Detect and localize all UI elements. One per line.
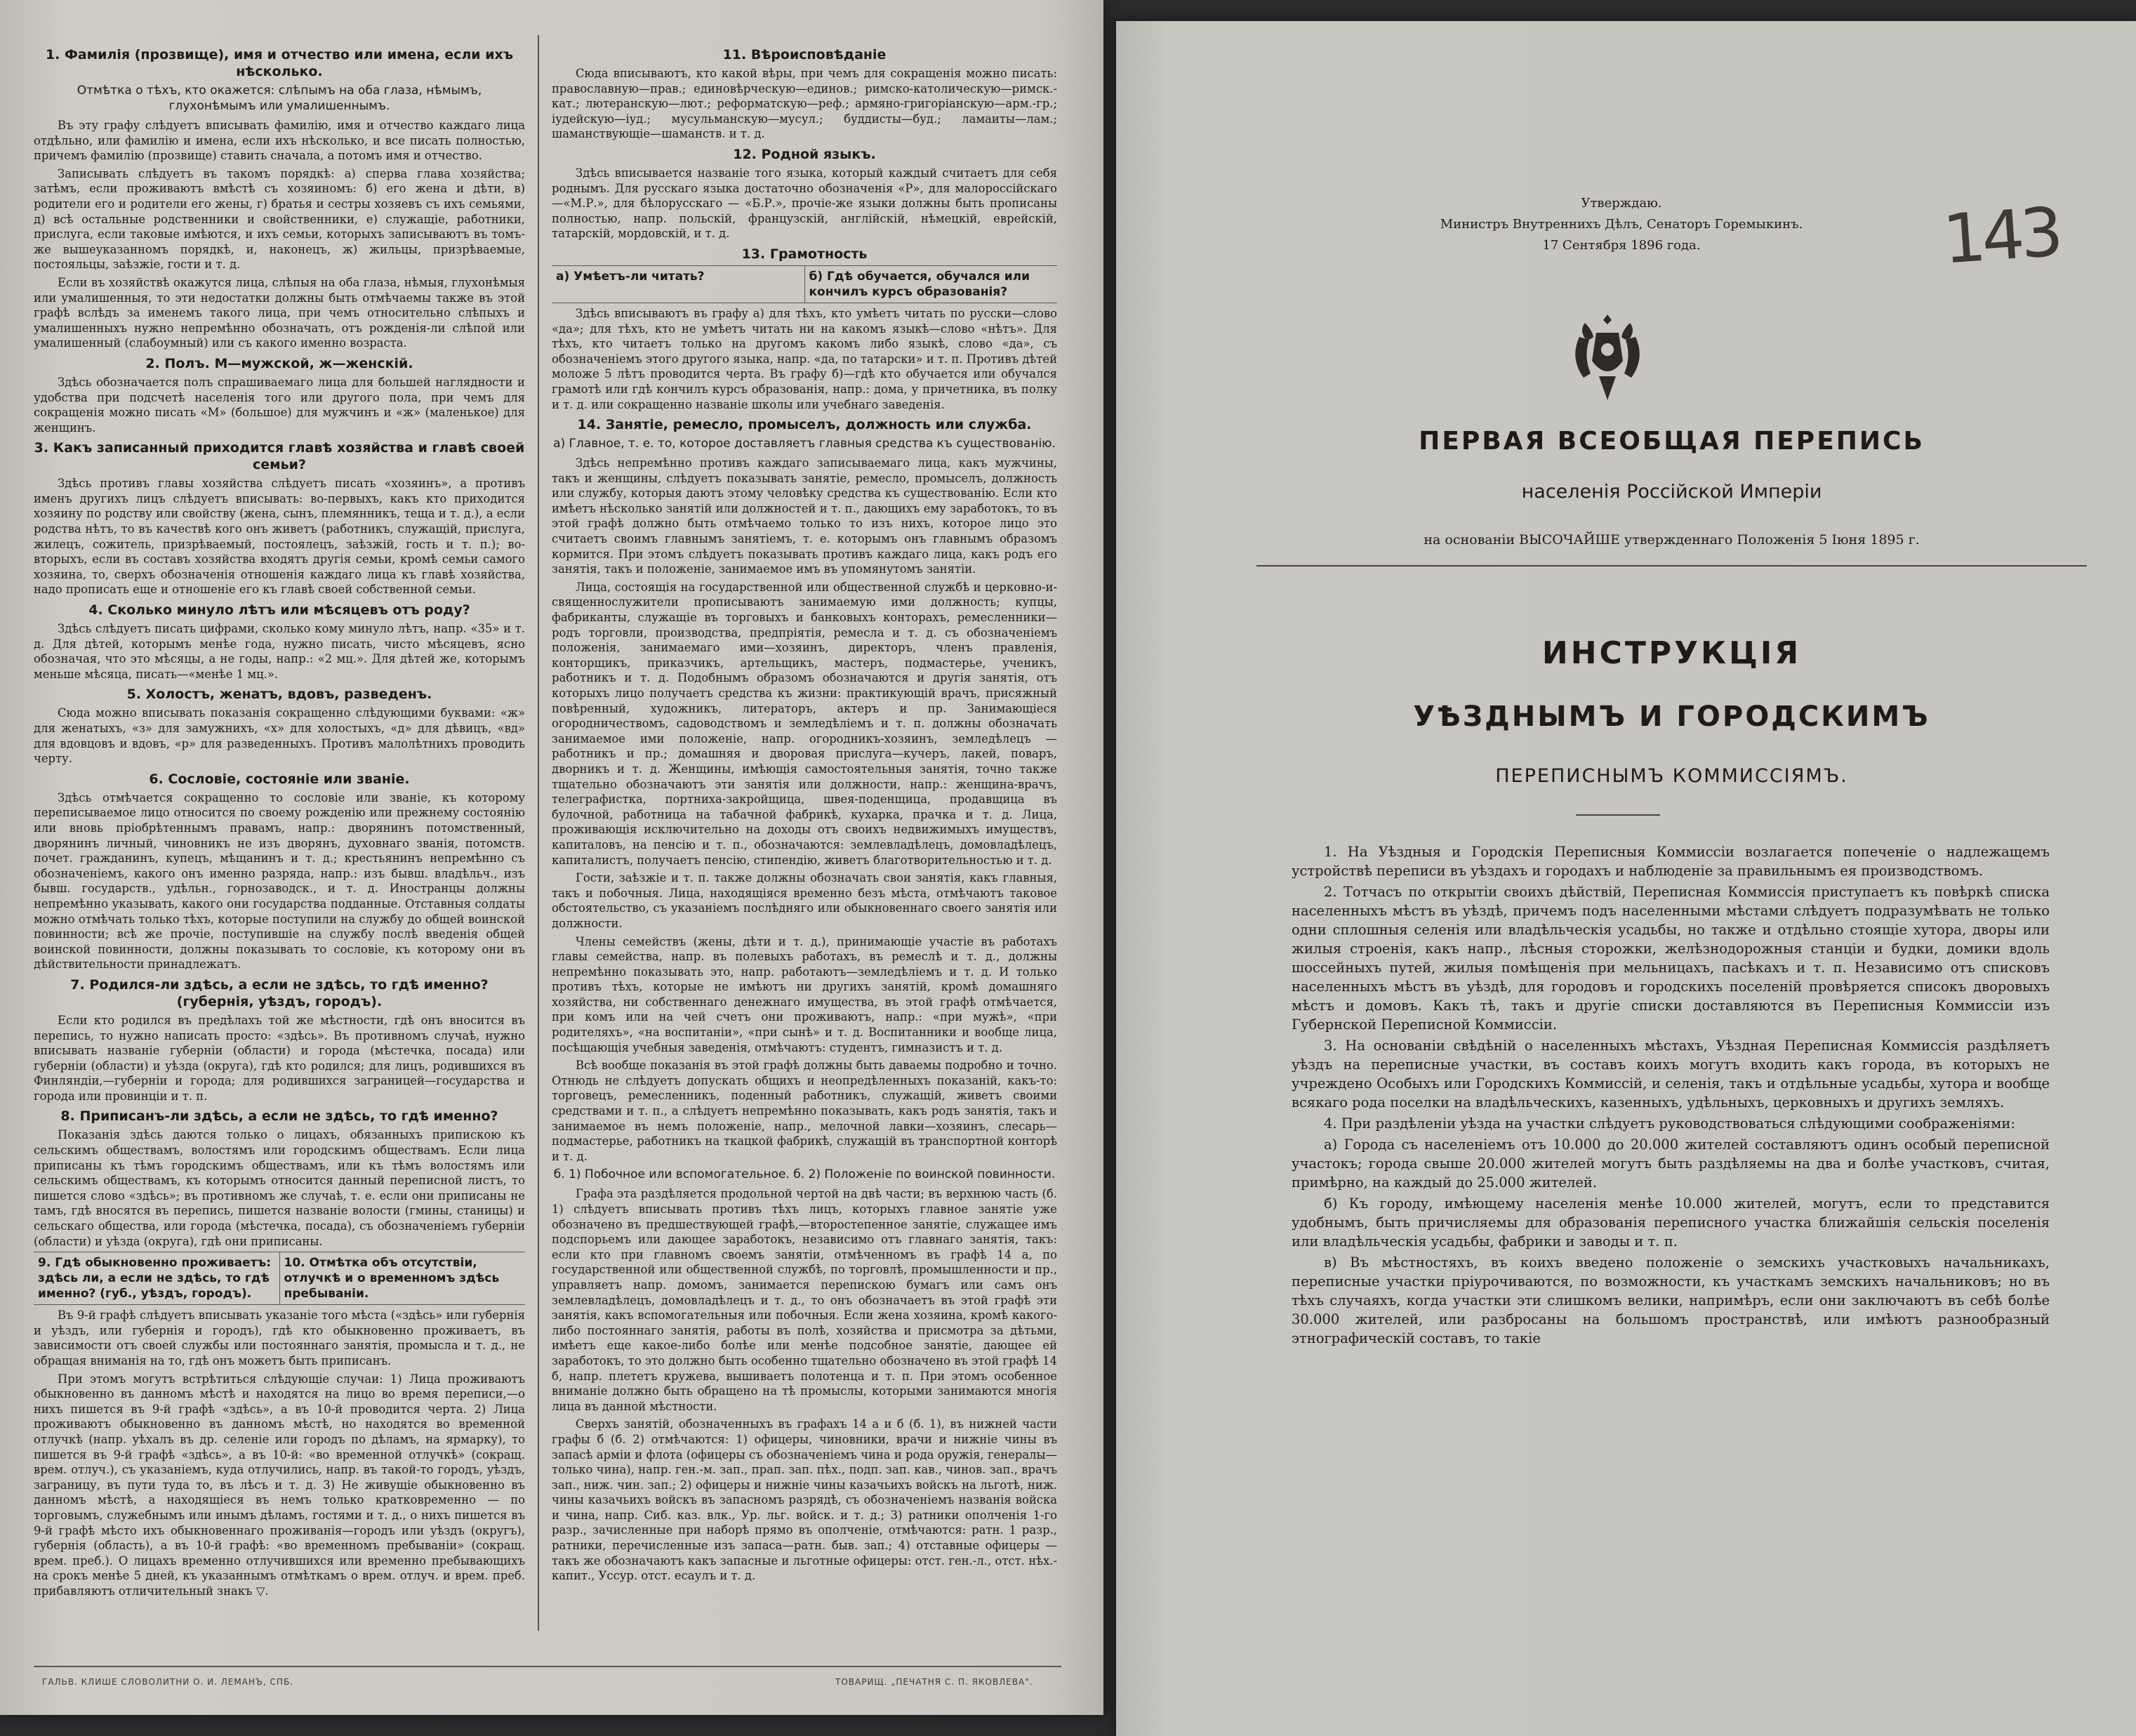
- paragraph: 2. Тотчасъ по открытіи своихъ дѣйствій, Переписная Коммиссія приступаетъ къ повѣркѣ списка населенныхъ мѣстъ въ уѣздѣ, причемъ подъ населенными мѣстами слѣдуетъ подразумѣвать не только одни сплошныя селенія или владѣльческія усадьбы, но также и отдѣльно стоящіе хутора, дворы или жилыя строенія, какъ напр., лѣсныя сторожки, желѣзнодорожныя станціи и будки, домики вдоль шоссейныхъ путей, жилыя помѣщенія при мельницахъ, пасѣкахъ и т. п. Независимо отъ списковъ населенныхъ мѣстъ въ уѣздѣ, для городовъ и городскихъ поселеній провѣряется списокъ дворовыхъ мѣстъ и домовъ. Какъ тѣ, такъ и другіе списки доставляются въ Переписныя Коммиссіи изъ Губернской Переписной Коммиссіи.: [1292, 884, 2050, 1033]
- paragraph: Въ 9-й графѣ слѣдуетъ вписывать указаніе того мѣста («здѣсь» или губернія и уѣздъ, или губернія и городъ), гдѣ кто обыкновенно проживаетъ, въ зависимости отъ своей службы или постояннаго занятія, промысла и т. д., не обращая вниманія на то, гдѣ онъ можетъ быть приписанъ.: [34, 1308, 525, 1367]
- split-header-right: б) Гдѣ обучается, обучался или кончилъ курсъ образованія?: [804, 266, 1058, 303]
- section-title: 2. Полъ. М—мужской, ж—женскій.: [145, 355, 413, 371]
- paragraph: 1. На Уѣздныя и Городскія Переписныя Коммиссіи возлагается попеченіе о надлежащемъ устройствѣ переписи въ уѣздахъ и городахъ и наблюденіе за правильнымъ ея производствомъ.: [1292, 844, 2050, 879]
- paragraph: Записывать слѣдуетъ въ такомъ порядкѣ: а) сперва глава хозяйства; затѣмъ, если проживаютъ вмѣстѣ съ хозяиномъ: б) его жена и дѣти, в) родители его и родители его жены, г) братья и сестры хозяевъ съ ихъ семьями, д) всѣ остальные родственники и свойственники, е) служащіе, работники, прислуга, если таковые имѣются, и ихъ семьи, которыхъ записываютъ въ томъ-же вышеуказанномъ порядкѣ, и, наконецъ, ж) жильцы, призрѣваемые, постояльцы, заѣзжіе, гости и т. д.: [34, 166, 525, 272]
- instruction-subtitle-2: ПЕРЕПИСНЫМЪ КОММИССІЯМЪ.: [1495, 765, 1848, 787]
- left-column-2: [552, 42, 1057, 1645]
- paragraph: Здѣсь противъ главы хозяйства слѣдуетъ писать «хозяинъ», а противъ именъ другихъ лицъ слѣдуетъ вписывать: во-первыхъ, какъ кто приходится хозяину по родству или свойству (жена, сынъ, племянникъ, теща и т. д.), а если родства нѣтъ, то въ качествѣ кого онъ живетъ (работникъ, служащій, прислуга, жилецъ, сожитель, призрѣваемый, постоялецъ, заѣзжій, гость и т. п.); во-вторыхъ, если въ составъ хозяйства входятъ другія семьи, кромѣ семьи самого хозяина, то, сверхъ обозначенія отношенія каждаго лица къ главѣ хозяйства, надо прописать еще и отношеніе его къ главѣ своей собственной семьи.: [34, 477, 525, 597]
- paragraph: При этомъ могутъ встрѣтиться слѣдующіе случаи: 1) Лица проживаютъ обыкновенно въ данномъ мѣстѣ и находятся на лицо во время переписи,—о нихъ пишется въ 9-й графѣ «здѣсь», а въ 10-й проводится черта. 2) Лица проживаютъ обыкновенно въ данномъ мѣстѣ, но находятся во временной отлучкѣ (напр. уѣхалъ въ др. селеніе или городъ по дѣламъ, на ярмарку), то пишется въ 9-й графѣ «здѣсь», а въ 10-й: «во временной отлучкѣ» (сокращ. врем. отлуч.), съ указаніемъ, куда отлучились, напр. въ такой-то городъ, уѣздъ, заграницу, въ пути туда то, въ лѣсъ и т. д. 3) Не живущіе обыкновенно въ данномъ мѣстѣ, а находящіеся въ немъ только кратковременно — по торговымъ, служебнымъ или инымъ дѣламъ, гостями и т. д., о нихъ пишется въ 9-й графѣ мѣсто ихъ обыкновеннаго проживанія—городъ или уѣздъ (округъ), губернія (область), а въ 10-й графѣ: «во временномъ пребываніи» (сокращ. врем. преб.). О лицахъ временно отлучившихся или временно пребывающихъ на срокъ менѣе 5 дней, къ указаннымъ отмѣткамъ о врем. отлуч. и врем. преб. прибавляютъ отличительный знакъ ▽.: [34, 1372, 525, 1598]
- right-page: [1116, 21, 2136, 1736]
- short-rule: [1576, 814, 1660, 816]
- paragraph: Сверхъ занятій, обозначенныхъ въ графахъ 14 а и б (б. 1), въ нижней части графы б (б. 2) отмѣчаются: 1) офицеры, чиновники, врачи и нижніе чины въ запасѣ арміи и флота (офицеры съ обозначеніемъ чина и рода оружія, генералы—только чина), напр. ген.-м. зап., прап. зап. пѣх., подп. зап. кав., чинов. зап., врачъ зап., ниж. чин. зап.; 2) офицеры и нижніе чины казачьихъ войскъ на льготѣ, ниж. чины казачьихъ войскъ въ запасномъ разрядѣ, съ обозначеніемъ названія войска и чина, напр. Сиб. каз. влк., Ур. льг. войск. и т. д.; 3) ратники ополченія 1-го разр., зачисленные при наборѣ прямо въ ополченіе, отмѣчаются: ратн. 1 разр., ратники, перечисленные изъ запаса—ратн. быв. зап.; 4) отставные офицеры — такъ же обозначаютъ какъ запасные и льготные офицеры: отст. ген.-л., отст. нѣх.-капит., Уссур. отст. есаулъ и т. д.: [552, 1417, 1057, 1583]
- instruction-title: ИНСТРУКЦІЯ: [1541, 635, 1802, 671]
- paragraph: Сюда вписываютъ, кто какой вѣры, при чемъ для сокращенія можно писать: православную—прав.; единовѣрческую—единов.; римско-католическую—римск.-кат.; лютеранскую—лют.; реформатскую—реф.; армяно-григоріанскую—арм.-гр.; іудейскую—іуд.; мусульманскую—мусул.; буддисты—буд.; ламаиты—лам.; шаманствующіе—шаманств. и т. д.: [552, 67, 1057, 141]
- section-title: 3. Какъ записанный приходится главѣ хозяйства и главѣ своей семьи?: [34, 440, 525, 473]
- paragraph: Если въ хозяйствѣ окажутся лица, слѣпыя на оба глаза, нѣмыя, глухонѣмыя или умалишенныя, то эти недостатки должны быть отмѣчаемы также въ этой графѣ вслѣдъ за именемъ такого лица, при чемъ относительно слѣпыхъ и умалишенныхъ нужно непремѣнно обозначать, отъ рожденія-ли слѣпой или умалишенный (слабоумный) или съ какого именно возраста.: [34, 275, 525, 350]
- paragraph: Здѣсь слѣдуетъ писать цифрами, сколько кому минуло лѣтъ, напр. «35» и т. д. Для дѣтей, которымъ менѣе года, нужно писать, чисто мѣсяцевъ, ясно обозначая, что это мѣсяцы, а не годы, напр.: «2 мц.». Для дѣтей же, которымъ меньше мѣсяца, писать—«менѣе 1 мц.».: [34, 622, 525, 681]
- split-header-right: 10. Отмѣтка объ отсутствіи, отлучкѣ и о временномъ здѣсь пребываніи.: [279, 1252, 526, 1304]
- paragraph: Показанія здѣсь даются только о лицахъ, обязанныхъ припискою къ сельскимъ обществамъ, волостямъ или городскимъ обществамъ. Если лица приписаны къ тѣмъ городскимъ обществамъ, или къ тѣмъ волостямъ или сельскимъ обществамъ, къ которымъ относится данный переписной листъ, то пишется слово «здѣсь»; въ противномъ же случаѣ, т. е. если они приписаны не тамъ, гдѣ вносятся въ перепись, пишется названіе волости (гмины, станицы) и сельскаго общества, или города (мѣстечка, посада), съ обозначеніемъ губерніи (области) и уѣзда (округа), гдѣ они приписаны.: [34, 1128, 525, 1248]
- section-title: 1. Фамилія (прозвище), имя и отчество или имена, если ихъ нѣсколько.: [45, 47, 514, 79]
- paragraph: Члены семействъ (жены, дѣти и т. д.), принимающіе участіе въ работахъ главы семейства, напр. въ полевыхъ работахъ, въ ремеслѣ и т. д., должны непремѣнно показывать это, напр. работаютъ—земледѣліемъ и т. д. И только противъ тѣхъ, которые не имѣютъ ни другихъ занятій, кромѣ домашняго хозяйства, ни собственнаго денежнаго имущества, въ этой графѣ отмѣчается, при комъ или на чей счетъ они проживаютъ, напр.: «при мужѣ», «при родителяхъ», «на воспитаніи», «при сынѣ» и т. д. Воспитанники и вообще лица, посѣщающія учебныя заведенія, отмѣчаютъ: студентъ, гимназистъ и т. д.: [552, 934, 1057, 1054]
- section-subtitle: а) Главное, т. е. то, которое доставляетъ главныя средства къ существованію.: [553, 437, 1056, 451]
- printer-note-left: ГАЛЬВ. КЛИШЕ СЛОВОЛИТНИ О. И. ЛЕМАНЪ, СПБ.: [42, 1677, 294, 1687]
- paragraph: в) Въ мѣстностяхъ, въ коихъ введено положеніе о земскихъ участковыхъ начальникахъ, переписные участки пріурочиваются, по возможности, къ участкамъ земскихъ начальниковъ; но въ тѣхъ случаяхъ, когда участки эти слишкомъ велики, напримѣръ, если они заключаютъ въ себѣ болѣе 30.000 жителей, или разбросаны на большомъ пространствѣ, или имѣютъ разнообразный этнографическій составъ, то такіе: [1292, 1254, 2050, 1346]
- title-rule: [1256, 565, 2087, 566]
- split-header: [552, 265, 1057, 303]
- section-title: 6. Сословіе, состояніе или званіе.: [149, 771, 410, 787]
- double-headed-eagle-emblem: [1565, 309, 1650, 407]
- approval-line: Министръ Внутреннихъ Дѣлъ, Сенаторъ Горемыкинъ.: [1440, 217, 1803, 232]
- section-title: 12. Родной языкъ.: [733, 146, 876, 162]
- paragraph: Здѣсь вписывается названіе того языка, который каждый считаетъ для себя роднымъ. Для русскаго языка достаточно обозначенія «Р», для малороссійскаго—«М.Р.», для бѣлорусскаго — «Б.Р.», прочіе-же языки должны быть прописаны полностью, напр. польскій, французскій, англійскій, нѣмецкій, еврейскій, татарскій, мордовскій, и т. д.: [552, 166, 1057, 241]
- approval-block: [1425, 193, 1818, 256]
- bottom-rule: [34, 1666, 1061, 1667]
- main-title: ПЕРВАЯ ВСЕОБЩАЯ ПЕРЕПИСЬ: [1419, 427, 1925, 456]
- printer-note-right: ТОВАРИЩ. „ПЕЧАТНЯ С. П. ЯКОВЛЕВА".: [835, 1677, 1033, 1687]
- paragraph: Здѣсь обозначается полъ спрашиваемаго лица для большей наглядности и удобства при подсчетѣ населенія того или другого пола, при чемъ для сокращенія можно писать «М» (большое) для мужчинъ и «ж» (маленькое) для женщинъ.: [34, 375, 525, 435]
- paragraph: Здѣсь непремѣнно противъ каждаго записываемаго лица, какъ мужчины, такъ и женщины, слѣдуетъ показывать занятіе, ремесло, промыселъ, должность или службу, которыя даютъ этому человѣку средства къ существованію. Если кто имѣетъ нѣсколько занятій или должностей и т. п., дающихъ ему заработокъ, то въ этой графѣ должно быть отмѣчаемо только то изъ нихъ, которое лицо это считаетъ своимъ главнымъ занятіемъ, т. е. которымъ онъ главнымъ образомъ кормится. При этомъ слѣдуетъ показывать противъ каждаго лица, какъ родъ его занятія, такъ и положеніе, занимаемое имъ въ упомянутомъ занятіи.: [552, 456, 1057, 576]
- paragraph: Гости, заѣзжіе и т. п. также должны обозначать свои занятія, какъ главныя, такъ и побочныя. Лица, находящіяся временно безъ мѣста, отмѣчаютъ таковое обстоятельство, съ указаніемъ послѣдняго или обыкновеннаго своего занятія или должности.: [552, 871, 1057, 930]
- approval-line: 17 Сентября 1896 года.: [1542, 238, 1701, 253]
- paragraph: Сюда можно вписывать показанія сокращенно слѣдующими буквами: «ж» для женатыхъ, «з» для замужнихъ, «х» для холостыхъ, «д» для дѣвицъ, «вд» для вдовцовъ и вдовъ, «р» для разведенныхъ. Противъ малолѣтнихъ проводить черту.: [34, 706, 525, 766]
- section-title: 11. Вѣроисповѣданіе: [722, 47, 887, 62]
- split-header-left: 9. Гдѣ обыкновенно проживаетъ: здѣсь ли, а если не здѣсь, то гдѣ именно? (губ., уѣздъ, городъ).: [38, 1256, 272, 1301]
- section-title: 5. Холостъ, женатъ, вдовъ, разведенъ.: [126, 687, 432, 703]
- paragraph: Въ эту графу слѣдуетъ вписывать фамилію, имя и отчество каждаго лица отдѣльно, или фамилію и имена, если ихъ нѣсколько, и все писать полностью, причемъ фамилію (прозвище) ставить сначала, а потомъ имя и отчество.: [34, 119, 525, 163]
- paragraph: Графа эта раздѣляется продольной чертой на двѣ части; въ верхнюю часть (б. 1) слѣдуетъ вписывать противъ тѣхъ лицъ, которыхъ главное занятіе уже обозначено въ предшествующей графѣ,—второстепенное занятіе, служащее имъ подспорьемъ или дающее заработокъ, независимо отъ главнаго занятія, такъ: если кто при главномъ своемъ занятіи, отмѣченномъ въ графѣ 14 а, по государственной или общественной службѣ, по торговлѣ, промышленности и пр., управляетъ напр. домомъ, занимается перепискою бумагъ или самъ онъ землевладѣлецъ, домовладѣлецъ и т. д., то онъ обозначаетъ въ этой графѣ эти занятія, какъ вспомогательныя или побочныя. Если жена хозяина, кромѣ какого-либо постояннаго занятія, работы въ полѣ, хозяйства и присмотра за дѣтьми, имѣетъ еще какое-либо болѣе или менѣе подсобное занятіе, дающее ей заработокъ, то это должно быть особенно тщательно обозначено въ этой графѣ 14 б, напр. плететъ кружева, вышиваетъ полотенца и т. п. При этомъ особенное вниманіе должно быть обращено на тѣ промыслы, которыми занимаются многія лица въ данной мѣстности.: [552, 1187, 1057, 1413]
- column-divider: [538, 35, 539, 1631]
- split-header-left: а) Умѣетъ-ли читать?: [556, 269, 705, 284]
- paragraph: Всѣ вообще показанія въ этой графѣ должны быть даваемы подробно и точно. Отнюдь не слѣдуетъ допускать общихъ и неопредѣленныхъ показаній, какъ-то: торговецъ, ремесленникъ, поденный работникъ, служащій, живетъ своими средствами и т. п., а слѣдуетъ непремѣнно показывать, какъ родъ занятія, такъ и занимаемое въ немъ положеніе, напр., мелочной лавки—хозяинъ, слесарь—подмастерье, работникъ на ткацкой фабрикѣ, служащій въ транспортной конторѣ и т. д.: [552, 1059, 1057, 1163]
- instruction-body: [1292, 842, 2050, 1350]
- sub-title: населенія Россійской Имперіи: [1521, 481, 1822, 503]
- section-title: 13. Грамотность: [741, 246, 868, 262]
- section-title: 8. Приписанъ-ли здѣсь, а если не здѣсь, то гдѣ именно?: [60, 1108, 498, 1125]
- section-subtitle: б. 1) Побочное или вспомогательное. б. 2) Положеніе по воинской повинности.: [553, 1167, 1056, 1182]
- section-title: 4. Сколько минуло лѣтъ или мѣсяцевъ отъ роду?: [88, 602, 470, 618]
- paragraph: Здѣсь вписываютъ въ графу а) для тѣхъ, кто умѣетъ читать по русски—слово «да»; для тѣхъ, кто не умѣетъ читать ни на какомъ языкѣ—слово «нѣтъ». Для тѣхъ, кто читаетъ только на другомъ какомъ либо языкѣ, слово «да», съ обозначеніемъ этого другого языка, напр. «да, по татарски» и т. п. Противъ дѣтей моложе 5 лѣтъ проводится черта. Въ графу б)—гдѣ кто обучается или обучался грамотѣ или гдѣ кончилъ курсъ образованія, напр.: дома, у причетника, въ полку и т. д. или сокращенно названіе школы или учебнаго заведенія.: [552, 306, 1057, 411]
- handwritten-folio-number: 143: [1940, 192, 2062, 279]
- paragraph: Если кто родился въ предѣлахъ той же мѣстности, гдѣ онъ вносится въ перепись, то нужно написать просто: «здѣсь». Въ противномъ случаѣ, нужно вписывать названіе губерніи (области) и города (мѣстечка, посада) или губерніи (области) и уѣзда (округа), гдѣ кто родился; для лицъ, родившихся въ Финляндіи,—губерніи и города; для родившихся заграницей—государства и города или провинціи и т. п.: [34, 1013, 525, 1103]
- paragraph: Здѣсь отмѣчается сокращенно то сословіе или званіе, къ которому переписываемое лицо относится по своему рожденію или прежнему состоянію или вновь пріобрѣтеннымъ правамъ, напр.: дворянинъ потомственный, дворянинъ личный, чиновникъ не изъ дворянъ, духовнаго званія, потомств. почет. гражданинъ, купецъ, мѣщанинъ и т. д.; крестьянинъ непремѣнно съ обозначеніемъ, какого онъ именно разряда, напр.: изъ бывш. владѣльч., изъ бывш. государств., удѣльн., горнозаводск., и т. д. Иностранцы должны непремѣнно указывать, какого они государства подданные. Отставныя солдаты можно отмѣчать только тѣхъ, которые поступили на службу до общей воинской повинности; всѣ же прочіе, поступившіе на службу послѣ введенія общей воинской повинности, должны показывать то сословіе, къ которому они въ дѣйствительности принадлежатъ.: [34, 790, 525, 972]
- paragraph: б) Къ городу, имѣющему населенія менѣе 10.000 жителей, могутъ, если то представится удобнымъ, быть причисляемы для образованія переписного участка ближайшія сельскія поселенія или владѣльческія усадьбы, фабрики и заводы и т. п.: [1292, 1195, 2050, 1250]
- section-title: 14. Занятіе, ремесло, промыселъ, должность или служба.: [577, 417, 1032, 433]
- basis-line: на основаніи ВЫСОЧАЙШЕ утвержденнаго Положенія 5 Іюня 1895 г.: [1424, 532, 1920, 548]
- paragraph: 4. При раздѣленіи уѣзда на участки слѣдуетъ руководствоваться слѣдующими соображеніями:: [1324, 1115, 2015, 1132]
- left-column-1: [34, 42, 525, 1645]
- section-title: 7. Родился-ли здѣсь, а если не здѣсь, то гдѣ именно? (губернія, уѣздъ, городъ).: [70, 976, 489, 1009]
- paragraph: Лица, состоящія на государственной или общественной службѣ и церковно-и-священнослужители прописываютъ занимаемую ими должность; купцы, фабриканты, служащіе въ торговыхъ и банковыхъ конторахъ, ремесленники—родъ торговли, производства, предпріятія, ремесла и т. д. съ обозначеніемъ положенія, занимаемаго ими—хозяинъ, директоръ, членъ правленія, конторщикъ, приказчикъ, артельщикъ, мастеръ, подмастерье, ученикъ, работникъ и т. д. Подобнымъ образомъ обозначаются и другія занятія, отъ которыхъ лицо получаетъ средства къ жизни: практикующій врачъ, присяжный повѣренный, художникъ, литераторъ, актеръ и пр. Занимающіеся огородничествомъ, садоводствомъ и земледѣліемъ и т. п. должны обозначать занимаемое ими положеніе, напр. огородникъ-хозяинъ, земледѣлецъ — работникъ и пр.; домашняя и дворовая прислуга—кучеръ, лакей, поваръ, дворникъ и т. д. Женщины, имѣющія самостоятельныя занятія, точно также тщательно обозначаютъ эти занятія или должности, напр.: женщина-врачъ, телеграфистка, портниха-закройщица, швея-поденщица, продавщица въ булочной, работница на табачной фабрикѣ, кухарка, прачка и т. д. Лица, проживающія исключительно на доходы отъ своихъ недвижимыхъ имуществъ, капиталовъ, на пенсію и т. п., обозначаются: землевладѣлецъ, домовладѣлецъ, капиталистъ, получаетъ пенсію, стипендію, живетъ благотворительностью и т. д.: [552, 580, 1057, 867]
- instruction-subtitle: УѢЗДНЫМЪ И ГОРОДСКИМЪ: [1413, 701, 1930, 733]
- approval-line: Утверждаю.: [1581, 196, 1662, 211]
- section-subtitle: Отмѣтка о тѣхъ, кто окажется: слѣпымъ на оба глаза, нѣмымъ, глухонѣмымъ или умалишеннымъ.: [77, 84, 482, 113]
- split-header: [34, 1252, 525, 1305]
- paragraph: а) Города съ населеніемъ отъ 10.000 до 20.000 жителей составляютъ одинъ особый переписной участокъ; города свыше 20.000 жителей могутъ быть раздѣляемы на два и болѣе участковъ, считая, примѣрно, на каждый до 25.000 жителей.: [1292, 1137, 2050, 1191]
- paragraph: 3. На основаніи свѣдѣній о населенныхъ мѣстахъ, Уѣздная Переписная Коммиссія раздѣляетъ уѣздъ на переписные участки, въ составъ коихъ могутъ входить какъ города, въ которыхъ не учреждено Особыхъ или Городскихъ Коммиссій, и селенія, такъ и отдѣльные усадьбы, хутора и вообще всякаго рода поселки на владѣльческихъ, казенныхъ, удѣльныхъ, церковныхъ и другихъ земляхъ.: [1292, 1038, 2050, 1111]
